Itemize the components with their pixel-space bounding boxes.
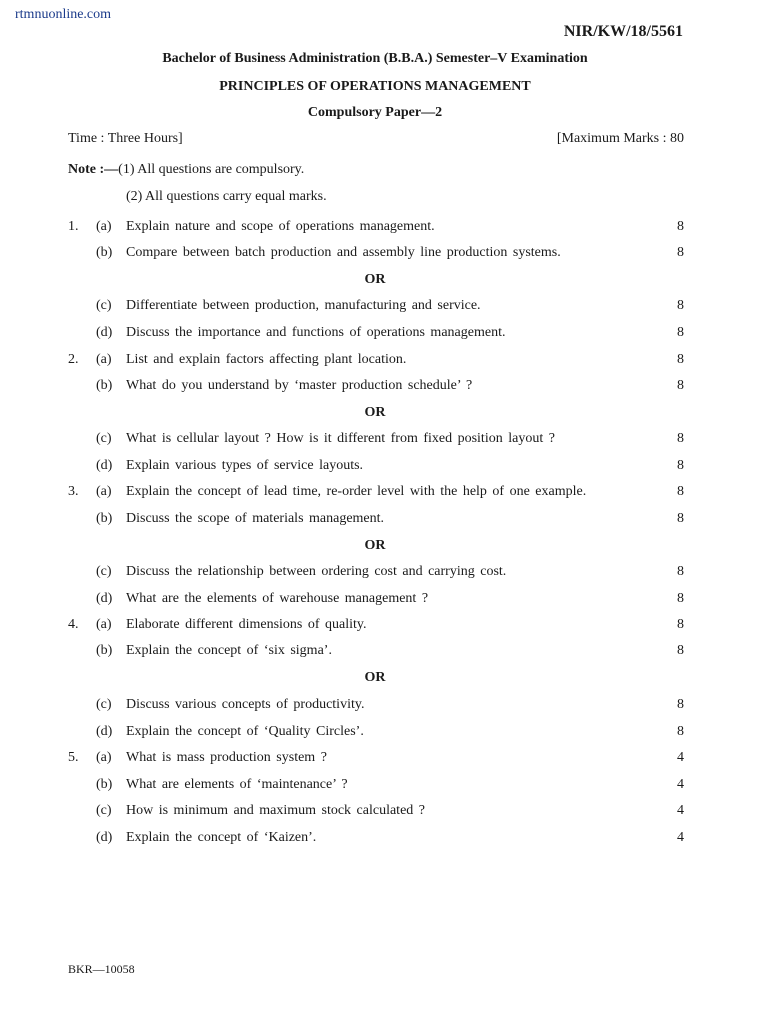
question-row	[0, 511, 768, 533]
question-sub-label: (d)	[96, 830, 113, 845]
question-sub-label: (d)	[96, 458, 113, 473]
question-row	[0, 643, 768, 665]
question-marks: 8	[677, 643, 684, 658]
question-marks: 8	[677, 245, 684, 260]
question-sub-label: (c)	[96, 564, 112, 579]
question-marks: 8	[677, 298, 684, 313]
question-row	[0, 697, 768, 719]
question-sub-label: (c)	[96, 803, 112, 818]
question-row	[0, 777, 768, 799]
question-text: What do you understand by ‘master production schedule’ ?	[126, 378, 473, 393]
question-row	[0, 431, 768, 453]
question-sub-label: (b)	[96, 245, 113, 260]
question-text: Discuss the scope of materials management.	[126, 511, 385, 526]
note-line-1	[68, 162, 304, 178]
question-sub-label: (c)	[96, 298, 112, 313]
question-marks: 8	[677, 325, 684, 340]
question-marks: 8	[677, 697, 684, 712]
question-text: What is mass production system ?	[126, 750, 327, 765]
question-sub-label: (b)	[96, 777, 113, 792]
question-row	[0, 245, 768, 267]
paper-code: NIR/KW/18/5561	[563, 23, 683, 40]
or-separator: OR	[364, 272, 386, 287]
question-sub-label: (a)	[96, 352, 112, 367]
question-text: Explain various types of service layouts.	[126, 458, 364, 473]
question-sub-label: (a)	[96, 617, 112, 632]
question-marks: 4	[677, 777, 684, 792]
question-marks: 4	[677, 803, 684, 818]
question-row	[0, 298, 768, 320]
question-row	[0, 484, 768, 506]
question-row	[0, 591, 768, 613]
question-marks: 8	[677, 564, 684, 579]
question-sub-label: (b)	[96, 378, 113, 393]
question-text: What are the elements of warehouse management ?	[126, 591, 429, 606]
question-row	[0, 378, 768, 400]
question-marks: 8	[677, 378, 684, 393]
question-number: 1.	[68, 219, 79, 234]
max-marks-label: [Maximum Marks : 80	[556, 131, 684, 146]
watermark: rtmnuonline.com	[15, 7, 112, 22]
question-text: What are elements of ‘maintenance’ ?	[126, 777, 348, 792]
question-text: Discuss various concepts of productivity.	[126, 697, 365, 712]
question-sub-label: (c)	[96, 431, 112, 446]
question-text: Differentiate between production, manufacturing and service.	[126, 298, 481, 313]
question-number: 3.	[68, 484, 79, 499]
question-text: List and explain factors affecting plant location.	[126, 352, 407, 367]
question-text: Explain the concept of lead time, re-order level with the help of one example.	[126, 484, 587, 499]
exam-title: Bachelor of Business Administration (B.B.A.) Semester–V Examination	[162, 51, 588, 66]
question-marks: 8	[677, 219, 684, 234]
question-sub-label: (d)	[96, 325, 113, 340]
question-sub-label: (a)	[96, 484, 112, 499]
question-text: What is cellular layout ? How is it different from fixed position layout ?	[126, 431, 555, 446]
question-row	[0, 219, 768, 241]
question-text: Explain the concept of ‘Quality Circles’.	[126, 724, 364, 739]
question-row	[0, 724, 768, 746]
question-text: Explain the concept of ‘Kaizen’.	[126, 830, 317, 845]
question-marks: 4	[677, 750, 684, 765]
note-item-2: (2) All questions carry equal marks.	[126, 189, 327, 204]
question-marks: 8	[677, 431, 684, 446]
note-label: Note :—	[68, 162, 119, 177]
or-separator: OR	[364, 670, 386, 685]
question-row	[0, 325, 768, 347]
question-marks: 8	[677, 591, 684, 606]
question-row	[0, 830, 768, 852]
note-item-1: (1) All questions are compulsory.	[118, 162, 305, 177]
question-row	[0, 803, 768, 825]
paper-title: Compulsory Paper—2	[307, 105, 443, 120]
question-sub-label: (d)	[96, 591, 113, 606]
question-sub-label: (c)	[96, 697, 112, 712]
question-number: 5.	[68, 750, 79, 765]
subject-title: PRINCIPLES OF OPERATIONS MANAGEMENT	[219, 79, 531, 94]
question-row	[0, 750, 768, 772]
question-number: 2.	[68, 352, 79, 367]
question-marks: 8	[677, 617, 684, 632]
question-row	[0, 458, 768, 480]
question-number: 4.	[68, 617, 79, 632]
question-marks: 8	[677, 484, 684, 499]
question-text: Compare between batch production and assembly line production systems.	[126, 245, 561, 260]
question-sub-label: (d)	[96, 724, 113, 739]
question-marks: 8	[677, 511, 684, 526]
question-row	[0, 564, 768, 586]
or-separator: OR	[364, 538, 386, 553]
question-marks: 8	[677, 724, 684, 739]
question-text: Explain the concept of ‘six sigma’.	[126, 643, 332, 658]
question-sub-label: (a)	[96, 750, 112, 765]
question-marks: 8	[677, 352, 684, 367]
question-marks: 4	[677, 830, 684, 845]
question-text: How is minimum and maximum stock calculated ?	[126, 803, 425, 818]
question-text: Discuss the relationship between ordering cost and carrying cost.	[126, 564, 507, 579]
question-sub-label: (b)	[96, 511, 113, 526]
question-text: Explain nature and scope of operations management.	[126, 219, 435, 234]
question-text: Discuss the importance and functions of operations management.	[126, 325, 506, 340]
question-row	[0, 617, 768, 639]
or-separator: OR	[364, 405, 386, 420]
question-text: Elaborate different dimensions of quality.	[126, 617, 367, 632]
question-row	[0, 352, 768, 374]
question-sub-label: (a)	[96, 219, 112, 234]
question-marks: 8	[677, 458, 684, 473]
footer-code: BKR—10058	[68, 962, 135, 976]
question-sub-label: (b)	[96, 643, 113, 658]
time-label: Time : Three Hours]	[68, 131, 183, 146]
